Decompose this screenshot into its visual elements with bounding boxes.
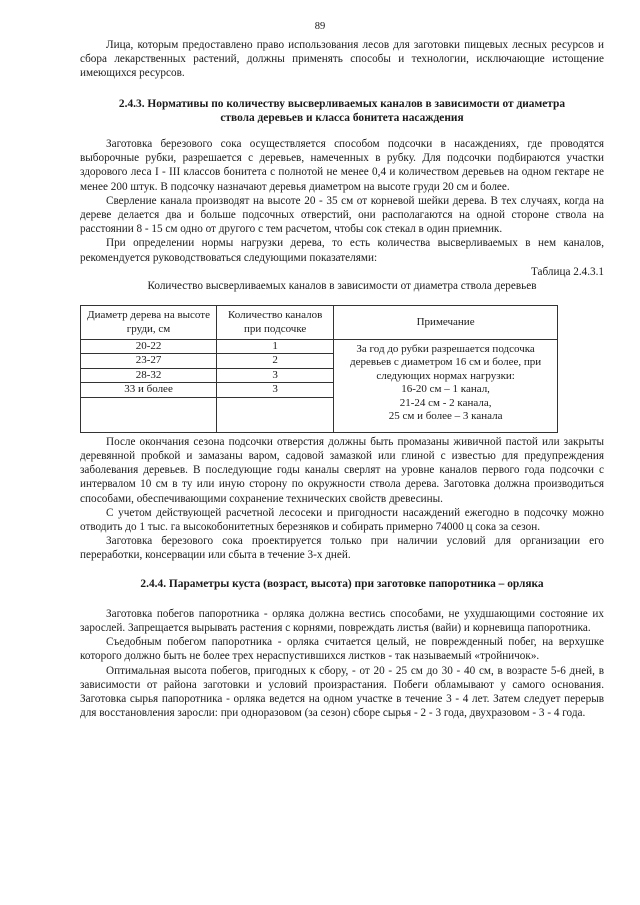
paragraph: После окончания сезона подсочки отверстия должны быть промазаны живичной пастой или закрыты деревянной пробкой и замазаны варом, садовой замазкой или глиной с известью для предупреждения заболевания деревьев. В последующие годы каналы сверлят на уровне каналов первого года подсочки с интервалом 10 см в ту или иную сторону по окружности ствола дерева. Заготовка должна производиться способами, обеспечивающими сохранение технических свойств древесины. <box>80 435 604 505</box>
section-2-4-3-title <box>80 97 604 125</box>
paragraph: Сверление канала производят на высоте 20 - 35 см от корневой шейки дерева. В тех случаях, когда на дереве делается два и больше подсочных отверстий, они располагаются на одной стороне ствола на расстоянии 8 - 15 см одно от другого с тем расчетом, чтобы сок стекал в один приемник. <box>80 194 604 236</box>
page-content <box>80 38 604 720</box>
table-cell-channels: 1 <box>217 340 334 354</box>
paragraph: С учетом действующей расчетной лесосеки и пригодности насаждений ежегодно в подсочку можно отводить до 1 тыс. га высокобонитетных березняков и собирать примерно 74000 ц сока за сезон. <box>80 506 604 533</box>
table-cell-empty <box>81 397 217 432</box>
table-row <box>81 340 558 354</box>
note-line: 16-20 см – 1 канал, <box>401 383 490 396</box>
table-cell-channels: 3 <box>217 383 334 397</box>
table-cell-channels: 2 <box>217 354 334 368</box>
table-cell-empty <box>217 397 334 432</box>
section-title-line: ствола деревьев и класса бонитета насаждения <box>220 111 464 124</box>
note-line: 25 см и более – 3 канала <box>388 410 503 423</box>
table-header-cell: Диаметр дерева на высоте груди, см <box>81 306 217 340</box>
table-cell-diameter: 33 и более <box>81 383 217 397</box>
table-cell-diameter: 20-22 <box>81 340 217 354</box>
paragraph: Заготовка березового сока осуществляется способом подсочки в насаждениях, где проводятся выборочные рубки, разрешается с деревьев, намеченных в рубку. Для подсочки подбираются участки здорового леса I - III классов бонитета с полнотой не менее 0,4 и количеством деревьев на одном гектаре не менее 200 штук. В подсочку назначают деревья диаметром на высоте груди 20 см и более. <box>80 138 604 193</box>
table-header-row <box>81 306 558 340</box>
table-header-cell: Количество каналов при подсочке <box>217 306 334 340</box>
table-cell-diameter: 28-32 <box>81 368 217 382</box>
table-cell-channels: 3 <box>217 368 334 382</box>
paragraph: Съедобным побегом папоротника - орляка считается целый, не поврежденный побег, на верхушке которого должно быть не более трех нераспустившихся листков - так называемый «тройничок». <box>80 636 604 663</box>
note-line: 21-24 см - 2 канала, <box>399 396 492 409</box>
table-cell-diameter: 23-27 <box>81 354 217 368</box>
table-number: Таблица 2.4.3.1 <box>530 265 604 278</box>
paragraph: Заготовка побегов папоротника - орляка должна вестись способами, не ухудшающими состояние их зарослей. Запрещается вырывать растения с корнями, повреждать листья (вайи) и корневища папоротника. <box>80 607 604 634</box>
note-line: За год до рубки разрешается подсочка деревьев с диаметром 16 см и более, при следующих нормах нагрузки: <box>350 343 542 382</box>
section-title-line: 2.4.3. Нормативы по количеству высверливаемых каналов в зависимости от диаметра <box>118 97 566 110</box>
paragraph: Оптимальная высота побегов, пригодных к сбору, - от 20 - 25 см до 30 - 40 см, в возрасте 5-6 дней, в зависимости от района заготовки и условий произрастания. Побеги обламывают у самого основания. Заготовка сырья папоротника - орляка ведется на одном участке в течение 3 - 4 лет. Затем следует перерыв для восстановления заросли: при одноразовом (за сезон) сборе сырья - 2 - 3 года, двухразовом - 3 - 4 года. <box>80 664 604 720</box>
paragraph: При определении нормы нагрузки дерева, то есть количества высверливаемых в нем каналов, рекомендуется руководствоваться следующими показателями: <box>80 237 604 264</box>
table-header-cell: Примечание <box>334 306 558 340</box>
intro-paragraph: Лица, которым предоставлено право использования лесов для заготовки пищевых лесных ресурсов и сбора лекарственных растений, должны применять способы и технологии, исключающие истощение имеющихся ресурсов. <box>80 39 604 80</box>
channels-table <box>80 305 558 432</box>
paragraph: Заготовка березового сока проектируется только при наличии условий для организации его переработки, консервации или сбыта в течение 3-х дней. <box>80 535 604 562</box>
section-2-4-4-title: 2.4.4. Параметры куста (возраст, высота) при заготовке папоротника – орляка <box>140 577 544 590</box>
table-note-cell <box>334 340 558 433</box>
table-caption: Количество высверливаемых каналов в зависимости от диаметра ствола деревьев <box>147 280 537 293</box>
page-number: 89 <box>314 21 326 32</box>
